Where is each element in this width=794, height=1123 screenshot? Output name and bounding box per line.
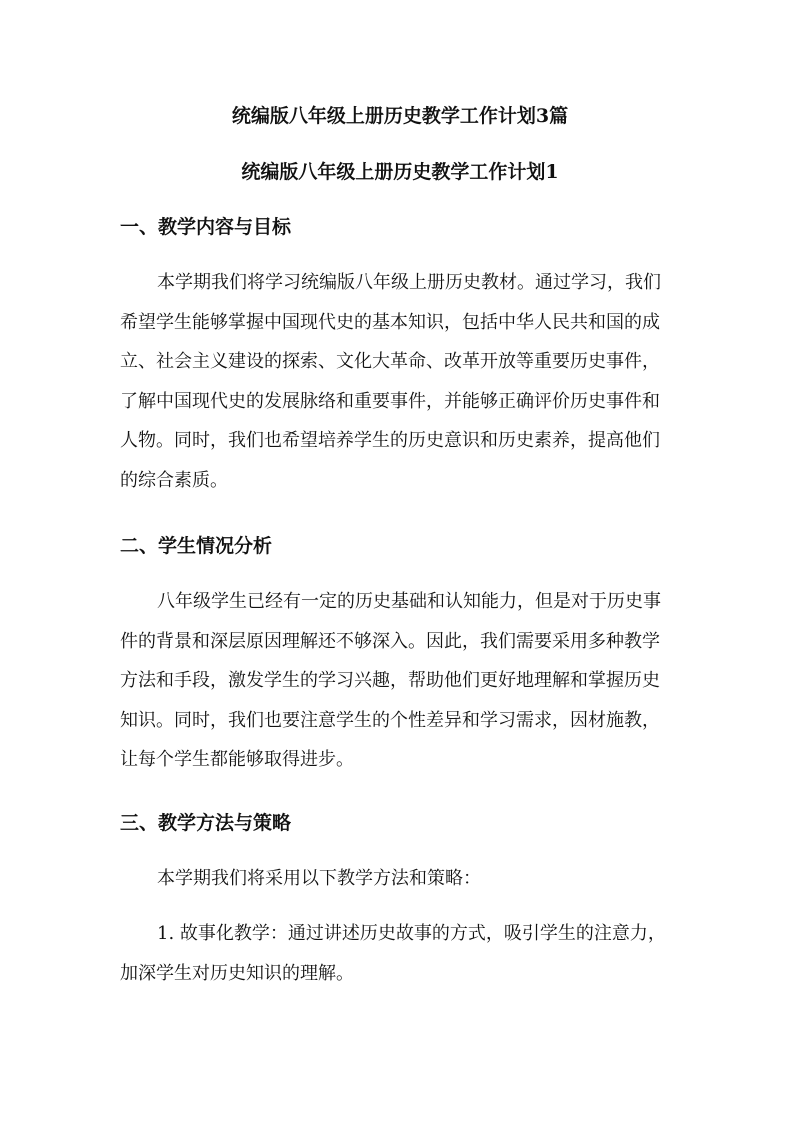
paragraph-line: 人物。同时，我们也希望培养学生的历史意识和历史素养，提高他们 — [120, 430, 660, 451]
section-paragraph-content-goals — [120, 263, 685, 500]
section-intro-methods — [120, 859, 685, 899]
paragraph-line: 立、社会主义建设的探索、文化大革命、改革开放等重要历史事件， — [120, 351, 660, 372]
paragraph-line: 让每个学生都能够取得进步。 — [120, 749, 354, 770]
paragraph-line: 加深学生对历史知识的理解。 — [120, 962, 354, 984]
paragraph-line: 了解中国现代史的发展脉络和重要事件，并能够正确评价历史事件和 — [120, 390, 660, 412]
paragraph-line: 本学期我们将学习统编版八年级上册历史教材。通过学习，我们 — [157, 272, 661, 293]
section-heading-content-goals: 一、教学内容与目标 — [120, 216, 292, 238]
paragraph-line: 的综合素质。 — [120, 469, 228, 491]
document-title: 统编版八年级上册历史教学工作计划3篇 — [231, 105, 569, 127]
paragraph-line: 希望学生能够掌握中国现代史的基本知识，包括中华人民共和国的成 — [120, 311, 660, 333]
paragraph-line: 1. 故事化教学：通过讲述历史故事的方式，吸引学生的注意力， — [157, 923, 666, 944]
paragraph-line: 方法和手段，激发学生的学习兴趣，帮助他们更好地理解和掌握历史 — [120, 670, 660, 691]
document-subtitle: 统编版八年级上册历史教学工作计划1 — [241, 161, 559, 183]
paragraph-line: 件的背景和深层原因理解还不够深入。因此，我们需要采用多种教学 — [120, 630, 660, 652]
document-page — [120, 0, 680, 1123]
paragraph-line: 八年级学生已经有一定的历史基础和认知能力，但是对于历史事 — [157, 591, 661, 612]
section-heading-student-analysis: 二、学生情况分析 — [120, 535, 273, 557]
paragraph-line: 知识。同时，我们也要注意学生的个性差异和学习需求，因材施教， — [120, 709, 660, 731]
section-heading-methods: 三、教学方法与策略 — [120, 812, 292, 834]
list-item-storytelling — [120, 914, 685, 993]
section-paragraph-student-analysis — [120, 582, 685, 780]
paragraph-line: 本学期我们将采用以下教学方法和策略： — [157, 868, 481, 889]
